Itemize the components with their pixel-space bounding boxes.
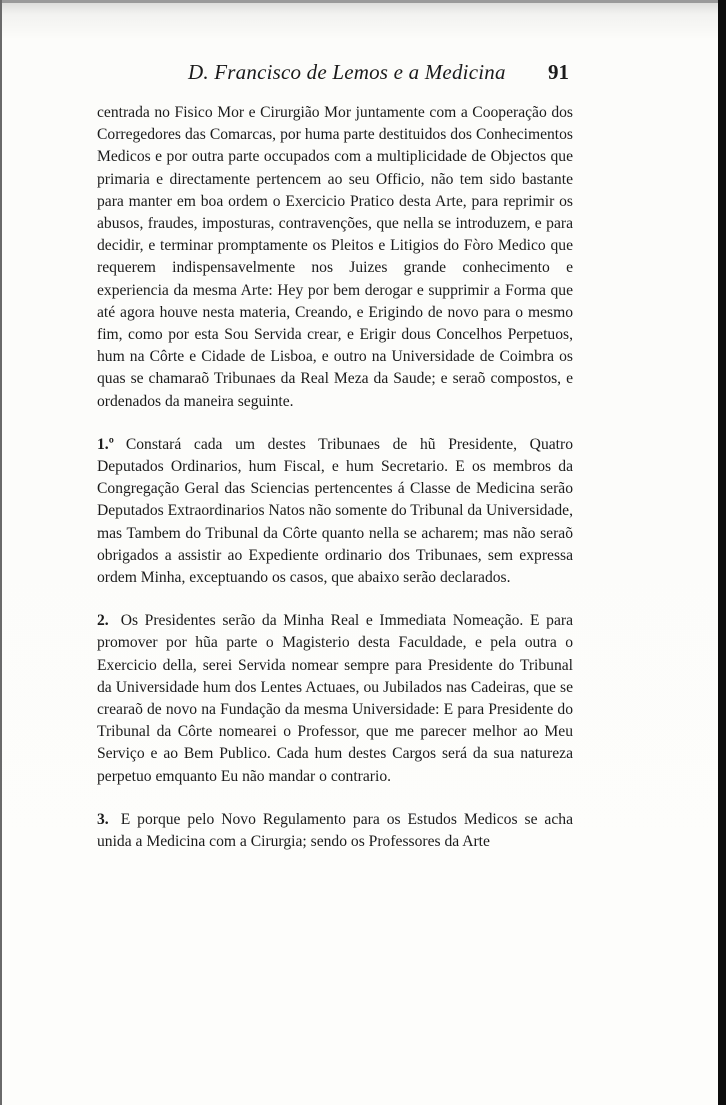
paragraph-text: E porque pelo Novo Regulamento para os Estudos Medicos se acha unida a Medicina com a Cirurgia; sendo os Professores da Arte (97, 810, 573, 851)
scan-left-edge (0, 0, 2, 1105)
paragraph-text: Constará cada um destes Tribunaes de hũ Presidente, Quatro Deputados Ordinarios, hum Fiscal, e hum Secretario. E os membros da Congregação Geral das Sciencias pertencentes á Classe de Medicina serão Deputados Extraordinarios Natos não somente do Tribunal da Universidade, mas Tambem do Tribunal da Côrte quanto nella se acharem; mas não seraõ obrigados a assistir ao Expediente ordinario dos Tribunaes, sem expressa ordem Minha, exceptuando os casos, que abaixo serão declarados. (97, 435, 573, 587)
paragraph-text: Os Presidentes serão da Minha Real e Immediata Nomeação. E para promover por hũa parte o Magisterio desta Faculdade, e pela outra o Exercicio della, serei Servida nomear sempre para Presidente do Tribunal da Universidade hum dos Lentes Actuaes, ou Jubilados nas Cadeiras, que se crearaõ de novo na Fundação da mesma Universidade: E para Presidente do Tribunal da Côrte nomearei o Professor, que me parecer melhor ao Meu Serviço e ao Bem Publico. Cada hum destes Cargos será da sua natureza perpetuo emquanto Eu não mandar o contrario. (97, 612, 573, 785)
paragraph-continuation (97, 102, 573, 413)
running-title: D. Francisco de Lemos e a Medicina (188, 60, 506, 84)
paragraph-number: 1.º (97, 435, 114, 453)
paragraph-item-3 (97, 809, 573, 853)
scan-right-edge (718, 0, 726, 1105)
paragraph-text: centrada no Fisico Mor e Cirurgião Mor juntamente com a Cooperação dos Corregedores das Comarcas, por huma parte destituidos dos Conhecimentos Medicos e por outra parte occupados com a multiplicidade de Objectos que primaria e directamente pertencem ao seu Officio, não tem sido bastante para manter em boa ordem o Exercicio Pratico desta Arte, para reprimir os abusos, fraudes, imposturas, contravenções, que nella se introduzem, e para decidir, e terminar promptamente os Pleitos e Litigios do Fòro Medico que requerem indispensavelmente nos Juizes grande conhecimento e experiencia da mesma Arte: Hey por bem derogar e supprimir a Forma que até agora houve nesta materia, Creando, e Erigindo de novo para o mesmo fim, como por esta Sou Servida crear, e Erigir dous Concelhos Perpetuos, hum na Côrte e Cidade de Lisboa, e outro na Universidade de Coimbra os quas se chamaraõ Tribunaes da Real Meza da Saude; e seraõ compostos, e ordenados da maneira seguinte. (97, 104, 573, 410)
page-header (0, 60, 726, 90)
body-text (97, 102, 573, 853)
paragraph-item-1 (97, 434, 573, 589)
scan-top-edge (0, 0, 726, 3)
paragraph-number: 3. (97, 810, 109, 828)
paragraph-number: 2. (97, 612, 109, 630)
paragraph-item-2 (97, 610, 573, 788)
page-number: 91 (548, 60, 569, 84)
